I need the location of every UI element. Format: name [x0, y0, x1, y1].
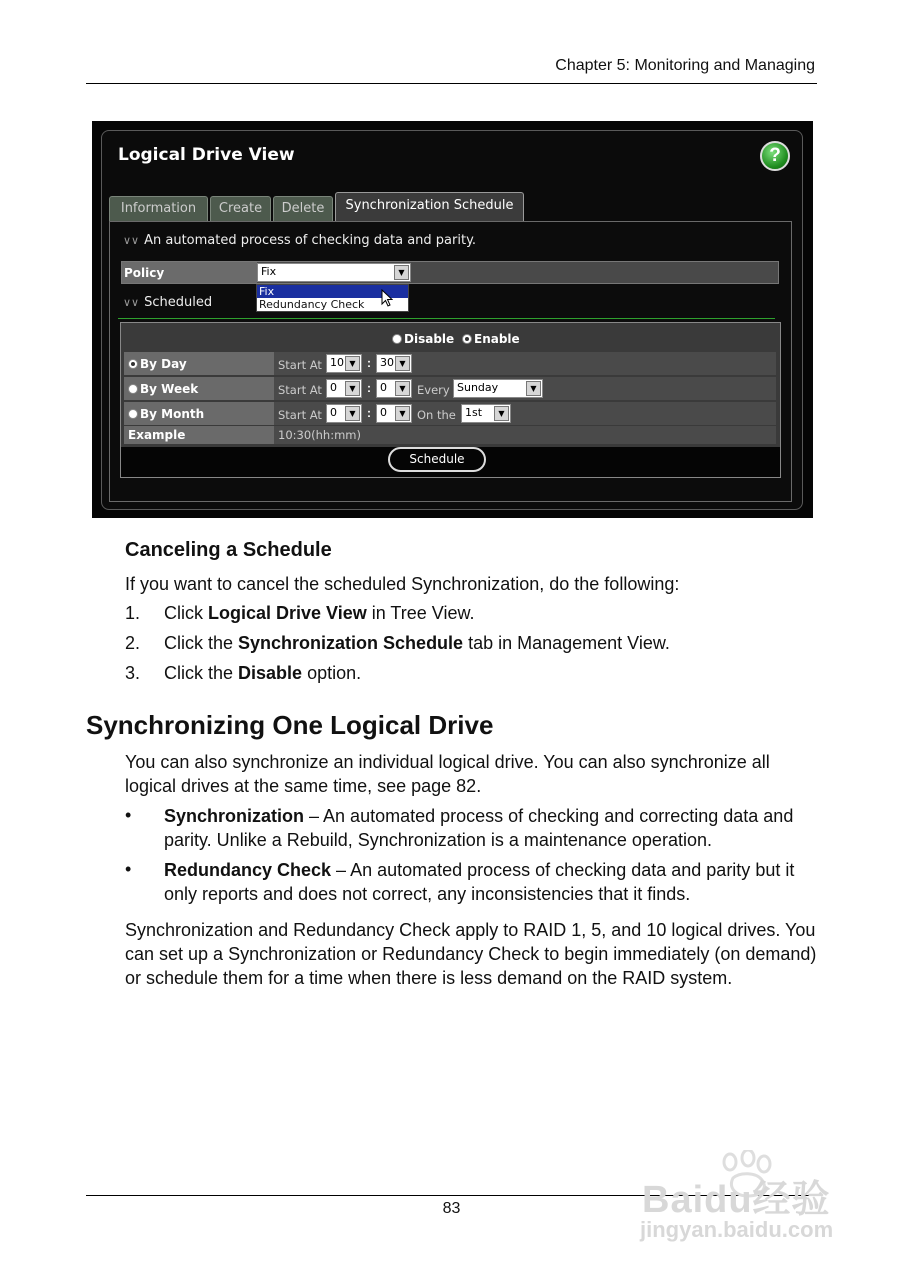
enable-radio[interactable] [462, 334, 472, 344]
chevron-down-icon: ▼ [394, 265, 409, 280]
schedule-panel [109, 221, 792, 502]
description-section [123, 233, 476, 248]
ui-screenshot [92, 121, 813, 518]
by-month-option[interactable]: By Month [124, 402, 274, 425]
example-row [124, 426, 776, 444]
time-separator: : [367, 356, 371, 370]
tab-synchronization-schedule[interactable]: Synchronization Schedule [335, 192, 524, 221]
tab-information[interactable]: Information [109, 196, 208, 221]
help-icon[interactable]: ? [760, 141, 790, 171]
enable-option[interactable]: Enable [462, 332, 520, 346]
policy-select[interactable] [257, 263, 411, 282]
by-week-minute-select[interactable]: 0 ▼ [376, 379, 412, 398]
page-number: 83 [442, 1200, 461, 1217]
disable-radio[interactable] [392, 334, 402, 344]
start-at-label: Start At [278, 383, 322, 397]
chevron-down-icon: ▼ [345, 356, 360, 371]
start-at-label: Start At [278, 358, 322, 372]
by-week-option[interactable]: By Week [124, 377, 274, 400]
tab-create[interactable]: Create [210, 196, 271, 221]
by-day-row [124, 352, 776, 375]
by-week-hour-select[interactable]: 0 ▼ [326, 379, 362, 398]
weekday-select[interactable]: Sunday ▼ [453, 379, 543, 398]
by-month-hour-select[interactable]: 0 ▼ [326, 404, 362, 423]
description-text: An automated process of checking data and parity. [144, 233, 477, 248]
by-month-radio[interactable] [128, 409, 138, 419]
chevron-down-icon: ▼ [494, 406, 509, 421]
policy-label: Policy [122, 262, 257, 283]
step-3: Click the Disable option. [164, 663, 362, 683]
by-week-radio[interactable] [128, 384, 138, 394]
section-divider [118, 318, 775, 319]
tab-delete[interactable]: Delete [273, 196, 333, 221]
time-separator: : [367, 406, 371, 420]
mouse-cursor-icon [381, 289, 393, 307]
time-separator: : [367, 381, 371, 395]
bullet-synchronization: Synchronization – An automated process of checking and correcting data and parity. Unlike a Rebuild, Synchronization is a maintenance operation. [164, 806, 794, 850]
watermark-title: Baidu经验 [642, 1179, 831, 1221]
chevron-down-icon: ▼ [395, 406, 410, 421]
policy-option-redundancy-check[interactable]: Redundancy Check [259, 298, 365, 311]
section-heading: Synchronizing One Logical Drive [86, 710, 494, 740]
scheduled-label: Scheduled [144, 295, 213, 310]
closing-paragraph: Synchronization and Redundancy Check apply to RAID 1, 5, and 10 logical drives. You can set up a Synchronization or Redundancy Check to begin immediately (on demand) or schedule them for a time when there is less demand on the RAID system. [125, 920, 817, 988]
header-rule [86, 83, 817, 84]
by-month-minute-select[interactable]: 0 ▼ [376, 404, 412, 423]
schedule-button[interactable]: Schedule [388, 447, 486, 472]
window-title: Logical Drive View [118, 145, 295, 165]
disable-option[interactable]: Disable [392, 332, 454, 346]
collapse-chevron-icon[interactable]: ∨∨ [123, 234, 140, 247]
policy-value: Fix [261, 265, 277, 278]
by-day-option[interactable]: By Day [124, 352, 274, 375]
policy-option-fix[interactable]: Fix [257, 285, 408, 298]
canceling-intro: If you want to cancel the scheduled Synchronization, do the following: [125, 574, 680, 594]
start-at-label: Start At [278, 408, 322, 422]
chevron-down-icon: ▼ [395, 356, 410, 371]
logical-drive-view-window [101, 130, 803, 510]
chevron-down-icon: ▼ [345, 406, 360, 421]
scheduled-section [123, 295, 212, 310]
step-number: 2. [125, 633, 141, 653]
bullet-icon: • [125, 859, 132, 879]
example-label: Example [124, 426, 274, 444]
step-number: 1. [125, 603, 141, 623]
by-day-minute-select[interactable]: 30 ▼ [376, 354, 412, 373]
chevron-down-icon: ▼ [395, 381, 410, 396]
step-number: 3. [125, 663, 141, 683]
bullet-icon: • [125, 805, 132, 825]
by-day-hour-select[interactable]: 10 ▼ [326, 354, 362, 373]
day-of-month-select[interactable]: 1st ▼ [461, 404, 511, 423]
step-2: Click the Synchronization Schedule tab in Management View. [164, 633, 670, 653]
section-intro: You can also synchronize an individual logical drive. You can also synchronize all logical drives at the same time, see page 82. [125, 752, 770, 796]
bullet-redundancy-check: Redundancy Check – An automated process of checking data and parity but it only reports and does not correct, any inconsistencies that it finds. [164, 860, 795, 904]
canceling-heading: Canceling a Schedule [125, 539, 332, 561]
example-value: 10:30(hh:mm) [278, 428, 361, 442]
chapter-header: Chapter 5: Monitoring and Managing [555, 57, 815, 74]
on-the-label: On the [417, 408, 456, 422]
watermark-url: jingyan.baidu.com [640, 1217, 834, 1242]
every-label: Every [417, 383, 450, 397]
step-1: Click Logical Drive View in Tree View. [164, 603, 475, 623]
policy-row [121, 261, 779, 284]
collapse-chevron-icon[interactable]: ∨∨ [123, 296, 140, 309]
by-month-row [124, 402, 776, 425]
by-week-row [124, 377, 776, 400]
chevron-down-icon: ▼ [526, 381, 541, 396]
chevron-down-icon: ▼ [345, 381, 360, 396]
by-day-radio[interactable] [128, 359, 138, 369]
